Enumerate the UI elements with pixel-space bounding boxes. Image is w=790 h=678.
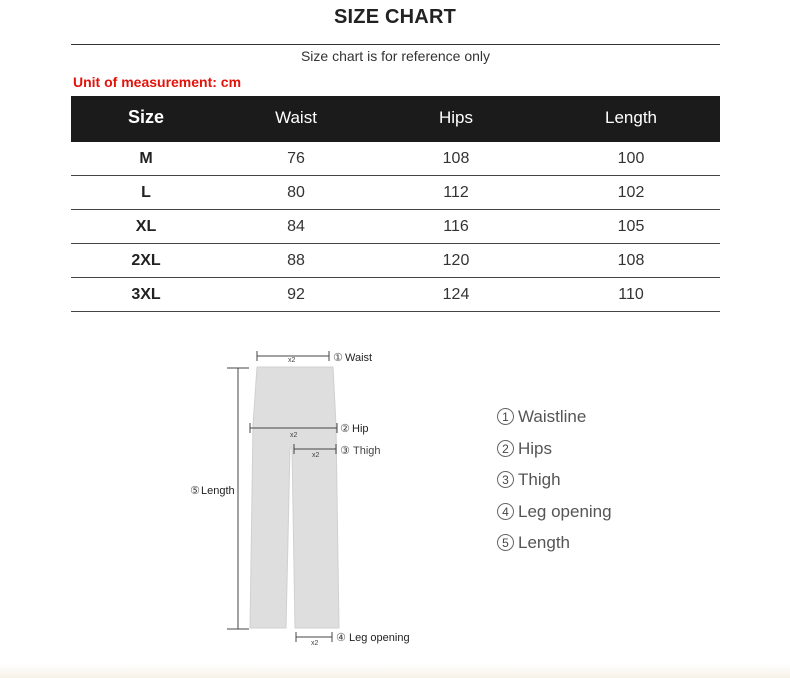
page-title: SIZE CHART <box>334 6 456 28</box>
legend-item <box>497 470 612 502</box>
legend-item <box>497 407 612 439</box>
legend-item <box>497 439 612 471</box>
waist-num: ① <box>333 351 343 364</box>
cell-hips: 124 <box>442 286 470 303</box>
legend-label: Leg opening <box>518 501 612 521</box>
cell-waist: 80 <box>287 184 305 201</box>
length-measure <box>227 368 249 629</box>
thigh-label: Thigh <box>353 445 381 457</box>
header-hips: Hips <box>438 108 473 127</box>
cell-size: L <box>141 184 151 201</box>
cell-length: 108 <box>617 252 645 269</box>
hip-num: ② <box>340 422 350 435</box>
cell-hips: 108 <box>442 150 470 167</box>
unit-note: Unit of measurement: cm <box>73 74 242 90</box>
leg-opening-num: ④ <box>336 631 346 644</box>
cell-hips: 116 <box>443 218 469 235</box>
subtitle: Size chart is for reference only <box>300 48 491 64</box>
cell-length: 110 <box>618 286 644 303</box>
cell-waist: 88 <box>287 252 305 269</box>
legend-number: 4 <box>497 503 514 520</box>
legend-number: 1 <box>497 408 514 425</box>
cell-hips: 112 <box>443 184 469 201</box>
leg-opening-multiplier: x2 <box>311 640 319 647</box>
waist-label: Waist <box>345 352 373 364</box>
cell-size: M <box>139 150 153 167</box>
legend-label: Waistline <box>518 407 587 426</box>
legend-label: Length <box>518 533 570 552</box>
leg-opening-label: Leg opening <box>349 632 410 644</box>
bottom-band <box>0 664 790 678</box>
cell-waist: 92 <box>287 286 305 303</box>
length-num: ⑤ <box>190 484 200 497</box>
cell-waist: 76 <box>287 150 305 167</box>
header-waist: Waist <box>275 108 317 127</box>
header-size: Size <box>127 107 165 127</box>
cell-waist: 84 <box>287 218 305 235</box>
cell-size: XL <box>135 218 157 235</box>
legend-item <box>497 533 612 565</box>
cell-length: 100 <box>617 150 645 167</box>
hip-multiplier: x2 <box>290 432 298 439</box>
cell-size: 3XL <box>131 286 161 303</box>
cell-length: 105 <box>617 218 645 235</box>
pants-silhouette <box>250 367 339 628</box>
legend-item <box>497 502 612 534</box>
cell-hips: 120 <box>442 252 470 269</box>
waist-multiplier: x2 <box>288 357 296 364</box>
legend-label: Thigh <box>518 470 561 489</box>
length-label: Length <box>201 485 235 497</box>
cell-size: 2XL <box>131 252 161 269</box>
measurement-legend <box>497 407 612 565</box>
legend-number: 2 <box>497 440 514 457</box>
thigh-multiplier: x2 <box>312 452 320 459</box>
legend-number: 3 <box>497 471 514 488</box>
legend-label: Hips <box>518 438 553 458</box>
cell-length: 102 <box>617 184 645 201</box>
legend-number: 5 <box>497 534 514 551</box>
header-length: Length <box>605 108 657 127</box>
hip-label: Hip <box>352 423 369 435</box>
thigh-num: ③ <box>340 444 350 457</box>
